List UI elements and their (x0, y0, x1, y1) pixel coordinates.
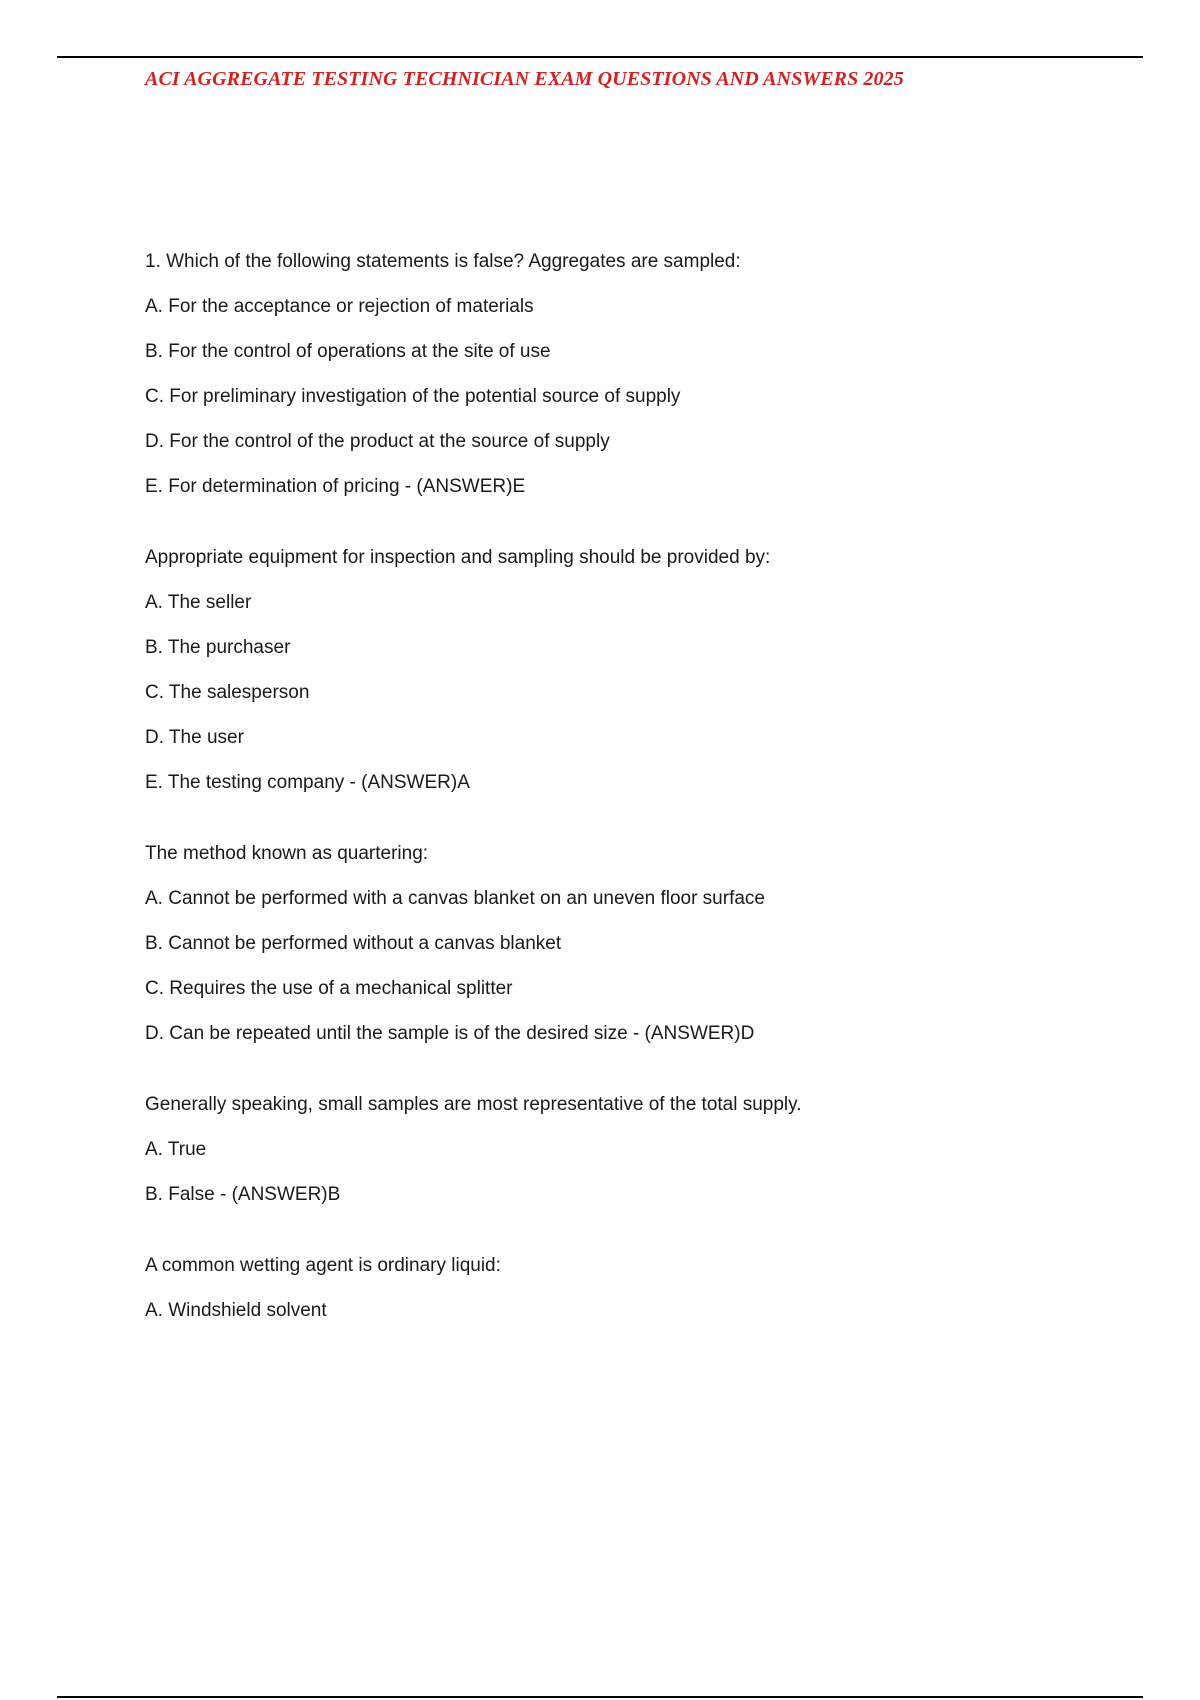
question-block-3 (145, 842, 1105, 1046)
answer-option: B. For the control of operations at the site of use (145, 341, 551, 362)
answer-option: B. False - (ANSWER)B (145, 1184, 341, 1205)
answer-option: C. Requires the use of a mechanical splitter (145, 978, 513, 999)
question-block-2 (145, 546, 1105, 795)
answer-option: B. Cannot be performed without a canvas blanket (145, 933, 562, 954)
answer-option: A. Windshield solvent (145, 1300, 327, 1321)
question-text: 1. Which of the following statements is false? Aggregates are sampled: (145, 251, 741, 272)
answer-option: A. True (145, 1139, 207, 1160)
footer-rule (57, 1696, 1143, 1698)
answer-option: A. The seller (145, 592, 252, 613)
answer-option: C. The salesperson (145, 682, 310, 703)
question-text: A common wetting agent is ordinary liquid: (145, 1255, 501, 1276)
answer-option: D. For the control of the product at the source of supply (145, 431, 610, 452)
answer-option: B. The purchaser (145, 637, 291, 658)
answer-option: D. The user (145, 727, 244, 748)
answer-option: D. Can be repeated until the sample is of the desired size - (ANSWER)D (145, 1023, 755, 1044)
document-title: ACI AGGREGATE TESTING TECHNICIAN EXAM QUESTIONS AND ANSWERS 2025 (145, 68, 904, 90)
question-text: Appropriate equipment for inspection and sampling should be provided by: (145, 547, 771, 568)
question-text: The method known as quartering: (145, 843, 429, 864)
header-rule (57, 56, 1143, 58)
question-block-1 (145, 250, 1105, 499)
question-list (145, 250, 1105, 1370)
answer-option: E. The testing company - (ANSWER)A (145, 772, 470, 793)
answer-option: E. For determination of pricing - (ANSWER)E (145, 476, 526, 497)
question-block-5 (145, 1254, 1105, 1323)
question-text: Generally speaking, small samples are most representative of the total supply. (145, 1094, 802, 1115)
answer-option: A. Cannot be performed with a canvas blanket on an uneven floor surface (145, 888, 765, 909)
question-block-4 (145, 1093, 1105, 1207)
answer-option: C. For preliminary investigation of the potential source of supply (145, 386, 681, 407)
answer-option: A. For the acceptance or rejection of materials (145, 296, 534, 317)
